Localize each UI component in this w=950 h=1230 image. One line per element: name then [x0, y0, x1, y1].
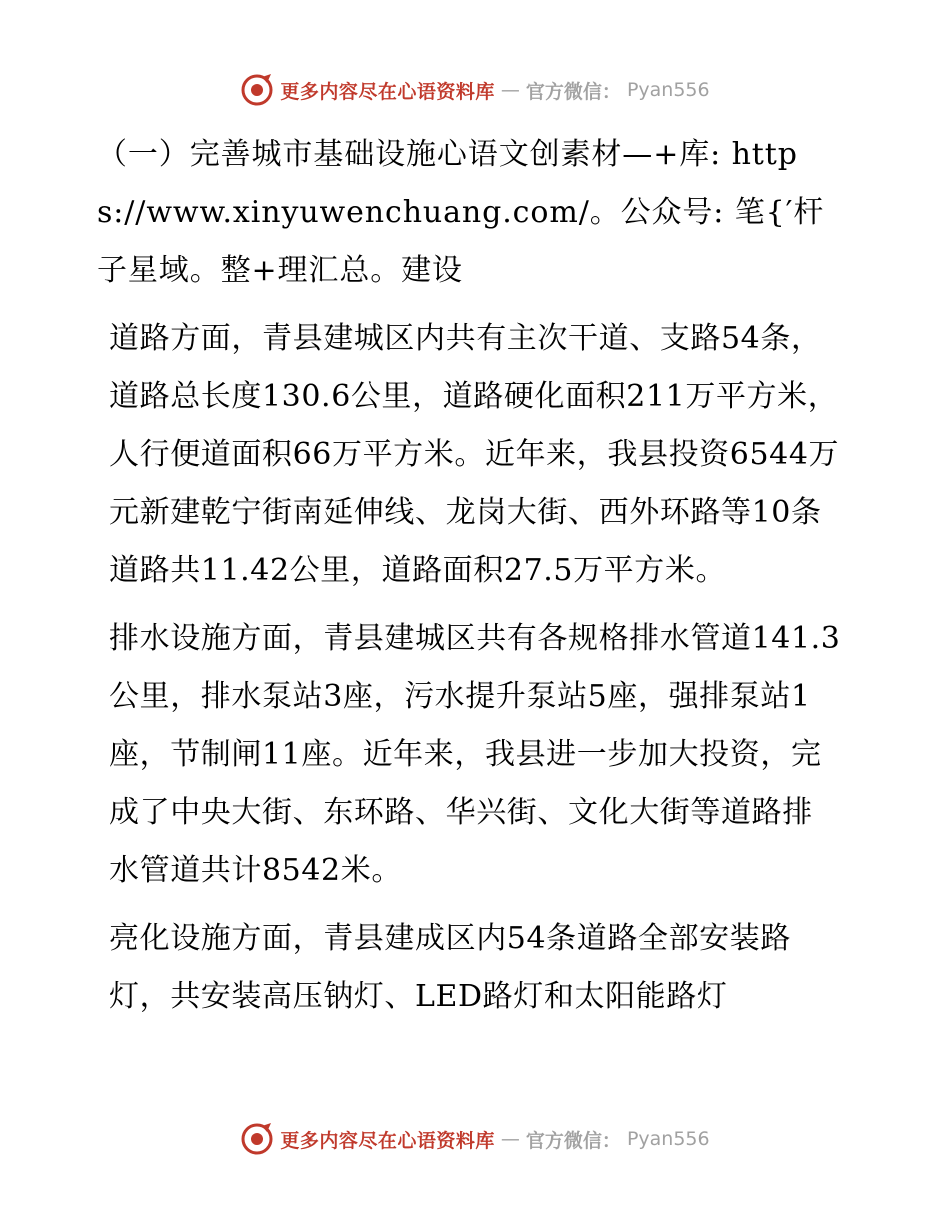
footer-handle: Pyan556	[626, 1128, 710, 1150]
footer-site-text: 更多内容尽在心语资料库	[280, 1129, 495, 1152]
header-watermark-banner	[0, 70, 950, 110]
paragraph-section-heading: （一）完善城市基础设施心语文创素材—+库: https://www.xinyuwenchuang.com/。公众号: 笔{′杆子星域。整+理汇总。建设	[97, 137, 825, 288]
paragraph-roads: 道路方面，青县建城区内共有主次干道、支路54条，道路总长度130.6公里，道路硬化面积211万平方米，人行便道面积66万平方米。近年来，我县投资6544万元新建乾宁街南延伸线、龙岗大街、西外环路等10条道路共11.42公里，道路面积27.5万平方米。	[109, 321, 840, 588]
header-site-text: 更多内容尽在心语资料库	[280, 80, 495, 103]
header-handle: Pyan556	[626, 79, 710, 101]
brand-logo-icon	[240, 73, 274, 107]
header-separator: —	[500, 79, 520, 101]
footer-separator: —	[500, 1128, 520, 1150]
document-body	[97, 126, 842, 1026]
header-watermark-inner	[240, 73, 709, 107]
paragraph-drainage: 排水设施方面，青县建城区共有各规格排水管道141.3公里，排水泵站3座，污水提升泵站5座，强排泵站1座，节制闸11座。近年来，我县进一步加大投资，完成了中央大街、东环路、华兴街、文化大街等道路排水管道共计8542米。	[109, 621, 841, 888]
footer-official-label: 官方微信：	[525, 1129, 621, 1152]
header-official-label: 官方微信：	[525, 80, 621, 103]
footer-watermark-banner	[0, 1119, 950, 1159]
footer-watermark-inner	[240, 1122, 709, 1156]
brand-logo-icon	[240, 1122, 274, 1156]
paragraph-lighting: 亮化设施方面，青县建成区内54条道路全部安装路灯，共安装高压钠灯、LED路灯和太阳能路灯	[109, 921, 791, 1014]
